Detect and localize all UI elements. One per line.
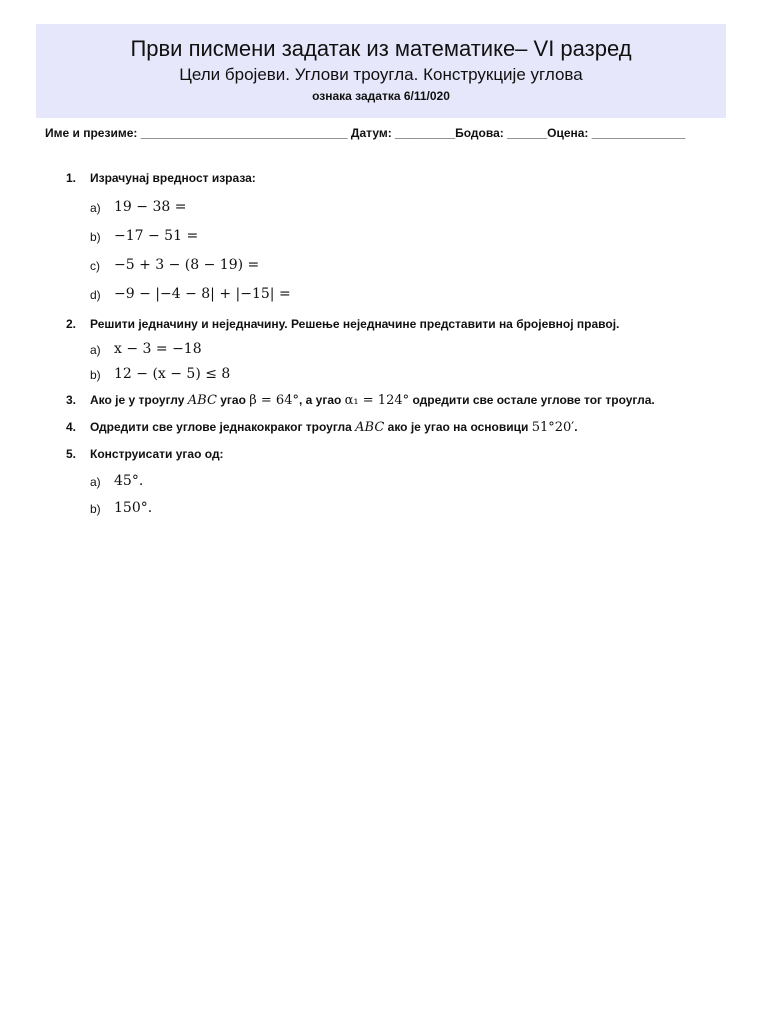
- math-expression: 45°.: [114, 473, 144, 489]
- question-text: Конструисати угао од:: [90, 447, 224, 461]
- math-inline: [188, 393, 217, 408]
- math-inline: [355, 420, 384, 435]
- question-text: Решити једначину и неједначину. Решење неједначине представити на бројевној правој.: [90, 317, 620, 331]
- subitem-letter: a): [90, 201, 101, 215]
- question-1: [66, 170, 736, 186]
- math-expression: 19 − 38 =: [114, 199, 187, 215]
- subitem-letter: c): [90, 259, 100, 273]
- subitem-letter: b): [90, 368, 101, 382]
- subitem-letter: d): [90, 288, 101, 302]
- question-3: [66, 392, 736, 409]
- page-title: Први писмени задатак из математике– VI разред: [130, 36, 632, 61]
- question-number: 5.: [66, 447, 77, 461]
- math-expression: −17 − 51 =: [114, 228, 199, 244]
- question-4: [66, 419, 736, 436]
- question-5: [66, 446, 736, 462]
- text-part: угао: [216, 393, 250, 407]
- math-expression: −9 − |−4 − 8| + |−15| =: [114, 286, 291, 302]
- math-expression: x − 3 = −18: [114, 341, 202, 357]
- subitem-letter: b): [90, 502, 101, 516]
- header-banner: [36, 24, 726, 118]
- math-inline: 51°20′: [531, 420, 575, 435]
- subitem-letter: a): [90, 475, 101, 489]
- question-number: 1.: [66, 171, 77, 185]
- subitem: [66, 197, 736, 217]
- question-text: Израчунај вредност израза:: [90, 171, 256, 185]
- subitem: [66, 364, 736, 384]
- subitem: [66, 471, 736, 491]
- math-inline: α₁ = 124°: [344, 393, 410, 408]
- subitem-letter: b): [90, 230, 101, 244]
- subitem: [66, 284, 736, 304]
- question-number: 2.: [66, 317, 77, 331]
- questions-list: [66, 170, 736, 518]
- subitem: [66, 226, 736, 246]
- math-var: ABC: [187, 393, 217, 408]
- text-part: Ако је у троуглу: [90, 393, 188, 407]
- student-info-line: Име и презиме: _______________________________ Датум: _________Бодова: ______Оцена: ______________: [45, 126, 686, 140]
- text-part: , а угао: [298, 393, 345, 407]
- task-code: ознака задатка 6/11/020: [312, 89, 450, 103]
- subitem: [66, 255, 736, 275]
- math-inline: β = 64°: [249, 393, 299, 408]
- question-2: [66, 316, 736, 332]
- text-part: .: [574, 420, 578, 434]
- text-part: ако је угао на основици: [384, 420, 532, 434]
- text-part: Одредити све углове једнакокраког троугла: [90, 420, 356, 434]
- text-part: одредити све остале углове тог троугла.: [409, 393, 655, 407]
- math-var: ABC: [355, 420, 385, 435]
- math-expression: −5 + 3 − (8 − 19) =: [114, 257, 260, 273]
- question-number: 4.: [66, 420, 77, 434]
- subitem: [66, 339, 736, 359]
- math-expression: 150°.: [114, 500, 153, 516]
- question-text: [90, 392, 736, 409]
- page-subtitle: Цели бројеви. Углови троугла. Конструкције углова: [179, 65, 583, 84]
- subitem: [66, 498, 736, 518]
- subitem-letter: a): [90, 343, 101, 357]
- math-expression: 12 − (x − 5) ≤ 8: [114, 366, 231, 382]
- question-number: 3.: [66, 393, 77, 407]
- question-text: [90, 419, 736, 436]
